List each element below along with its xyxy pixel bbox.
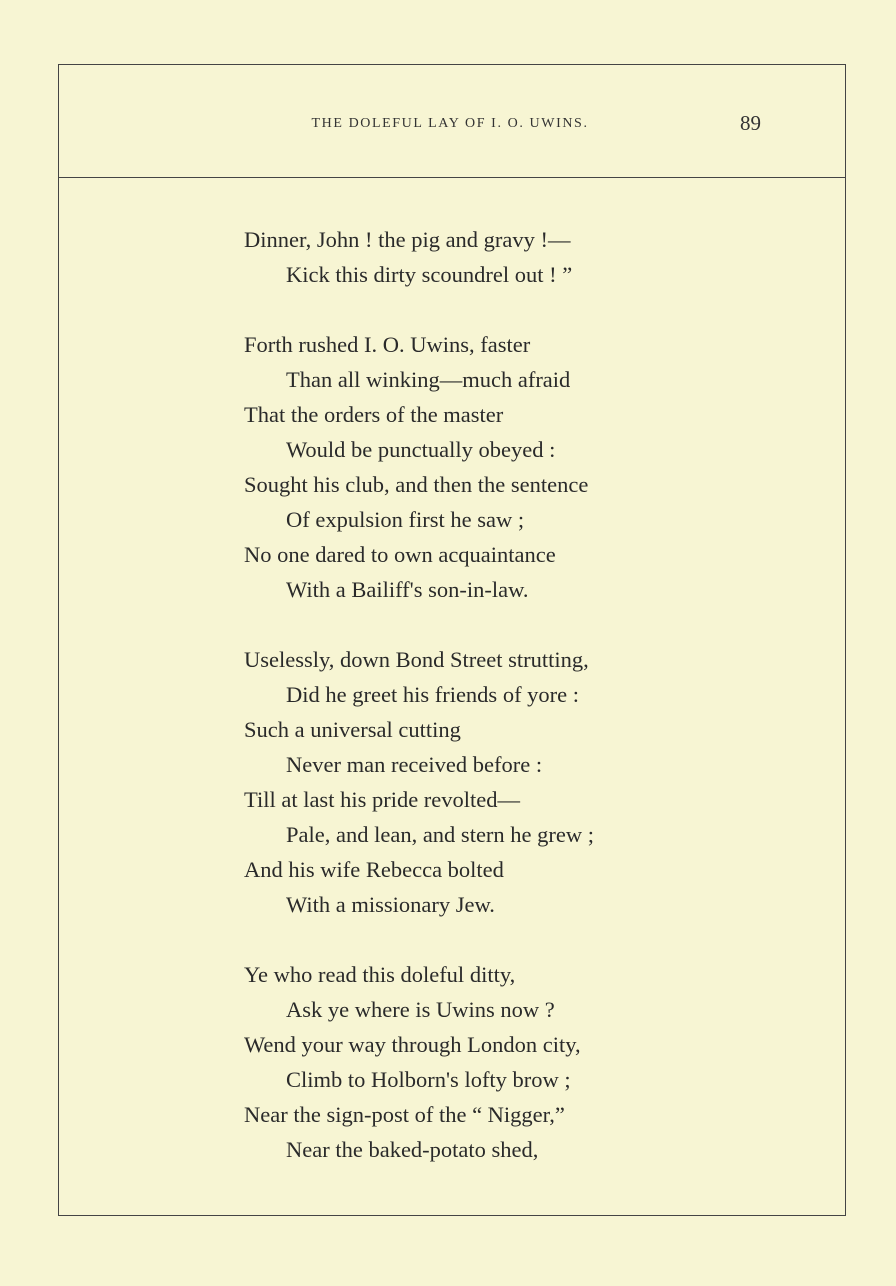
poem-line: Uselessly, down Bond Street strutting, [244, 647, 589, 672]
poem-line: That the orders of the master [244, 402, 504, 427]
poem-body [244, 222, 594, 1167]
poem-line: Near the sign-post of the “ Nigger,” [244, 1102, 565, 1127]
poem-line: No one dared to own acquaintance [244, 542, 556, 567]
poem-line: Climb to Holborn's lofty brow ; [286, 1067, 571, 1092]
poem-line: Pale, and lean, and stern he grew ; [286, 822, 595, 847]
poem-line: Forth rushed I. O. Uwins, faster [244, 332, 531, 357]
poem-line: Of expulsion first he saw ; [286, 507, 525, 532]
poem-line: Never man received before : [286, 752, 543, 777]
poem-line: Would be punctually obeyed : [286, 437, 556, 462]
poem-line: With a Bailiff's son-in-law. [286, 577, 529, 602]
poem-line: And his wife Rebecca bolted [244, 857, 504, 882]
poem-line: Kick this dirty scoundrel out ! ” [286, 262, 573, 287]
poem-line: Near the baked-potato shed, [286, 1137, 539, 1162]
poem-line: Ask ye where is Uwins now ? [286, 997, 555, 1022]
poem-line: Did he greet his friends of yore : [286, 682, 580, 707]
running-title: THE DOLEFUL LAY OF I. O. UWINS. [311, 116, 589, 131]
stanza-4 [244, 957, 594, 1167]
header-rule [58, 177, 846, 178]
poem-line: Till at last his pride revolted— [244, 787, 521, 812]
poem-line: Dinner, John ! the pig and gravy !— [244, 227, 571, 252]
stanza-3 [244, 642, 594, 922]
poem-line: Than all winking—much afraid [286, 367, 571, 392]
poem-line: Such a universal cutting [244, 717, 461, 742]
stanza-2 [244, 327, 594, 607]
poem-line: With a missionary Jew. [286, 892, 495, 917]
poem-line: Sought his club, and then the sentence [244, 472, 589, 497]
poem-line: Ye who read this doleful ditty, [244, 962, 516, 987]
page-number: 89 [740, 111, 761, 135]
stanza-1 [244, 222, 594, 292]
poem-line: Wend your way through London city, [244, 1032, 581, 1057]
